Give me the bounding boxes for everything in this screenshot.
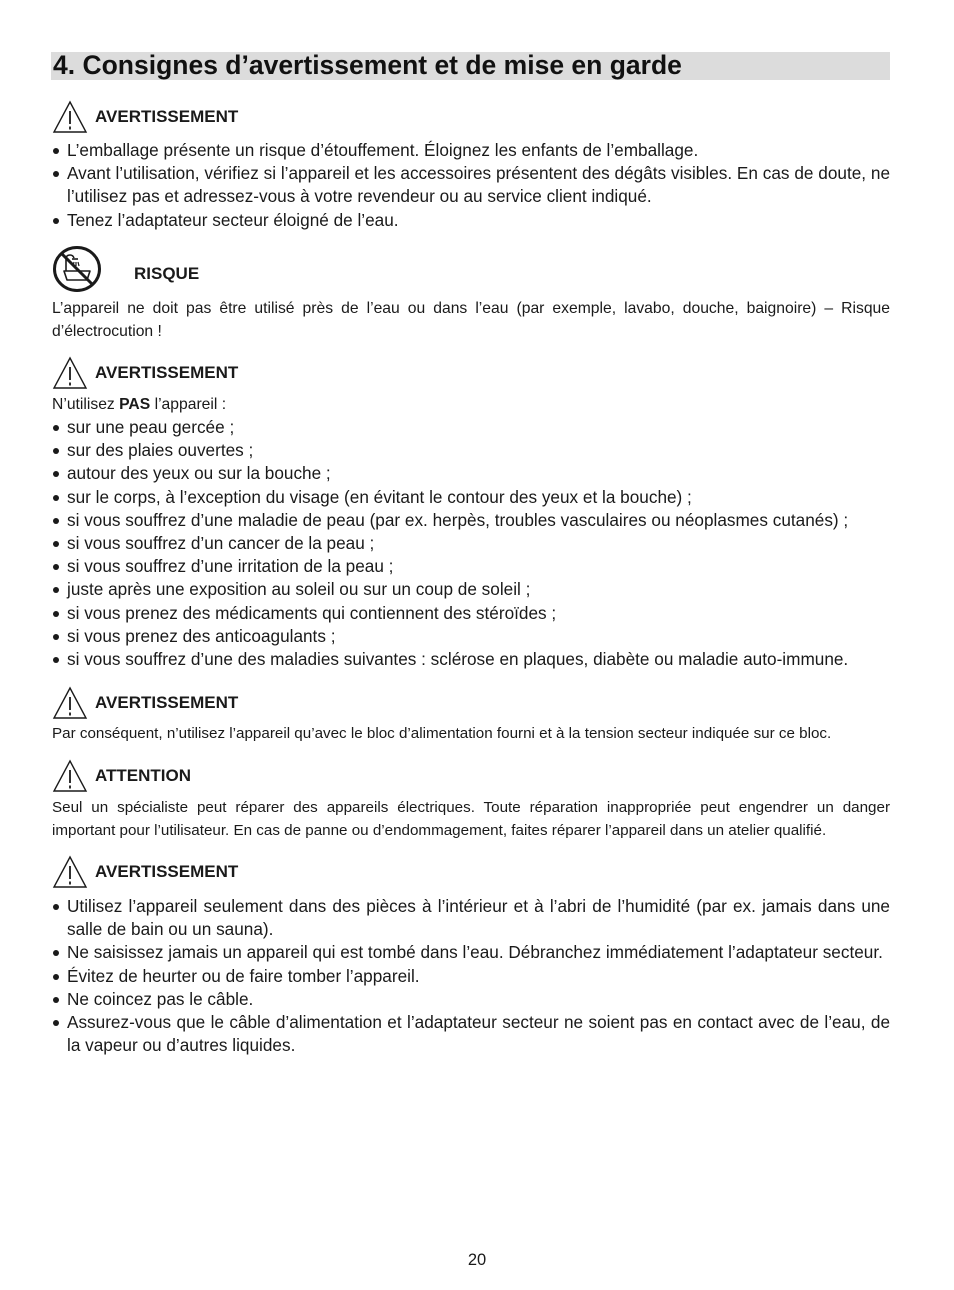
warning-header bbox=[52, 686, 890, 720]
warning-triangle-icon bbox=[52, 759, 88, 793]
list-item: Utilisez l’appareil seulement dans des pièces à l’intérieur et à l’abri de l’humidité (par ex. jamais dans une salle de bain ou un sauna). bbox=[52, 895, 890, 941]
lead-prefix: N’utilisez bbox=[52, 396, 115, 413]
warning-triangle-icon bbox=[52, 686, 88, 720]
attention-header bbox=[52, 759, 890, 793]
warning-text: Par conséquent, n’utilisez l’appareil qu’avec le bloc d’alimentation fourni et à la tension secteur indiquée sur ce bloc. bbox=[52, 725, 832, 742]
warning-label: AVERTISSEMENT bbox=[95, 862, 239, 881]
warning-header bbox=[52, 855, 890, 889]
list-item: Ne saisissez jamais un appareil qui est tombé dans l’eau. Débranchez immédiatement l’adaptateur secteur. bbox=[52, 941, 890, 964]
risk-header bbox=[52, 245, 890, 293]
warning-label: AVERTISSEMENT bbox=[95, 107, 239, 126]
list-item: Évitez de heurter ou de faire tomber l’appareil. bbox=[52, 965, 890, 988]
risk-text: L’appareil ne doit pas être utilisé près de l’eau ou dans l’eau (par exemple, lavabo, douche, baignoire) – Risque d’électrocution ! bbox=[52, 300, 890, 340]
list-item: Assurez-vous que le câble d’alimentation et l’adaptateur secteur ne soient pas en contact avec de l’eau, de la vapeur ou d’autres liquides. bbox=[52, 1011, 890, 1057]
section-title: 4. Consignes d’avertissement et de mise en garde bbox=[53, 50, 682, 80]
lead-suffix: l’appareil : bbox=[154, 396, 227, 413]
list-item: sur des plaies ouvertes ; bbox=[52, 439, 890, 462]
warning-block-packaging bbox=[52, 100, 890, 232]
warning-block-usage bbox=[52, 855, 890, 1057]
warning-triangle-icon bbox=[52, 855, 88, 889]
attention-block-repair bbox=[52, 759, 890, 842]
list-item: juste après une exposition au soleil ou sur un coup de soleil ; bbox=[52, 578, 890, 601]
no-water-bath-icon bbox=[52, 245, 102, 293]
list-item: L’emballage présente un risque d’étouffement. Éloignez les enfants de l’emballage. bbox=[52, 139, 890, 162]
list-item: sur une peau gercée ; bbox=[52, 416, 890, 439]
warning-header bbox=[52, 356, 890, 390]
warning-header bbox=[52, 100, 890, 134]
attention-label: ATTENTION bbox=[95, 766, 192, 785]
warning-label: AVERTISSEMENT bbox=[95, 693, 239, 712]
list-item: si vous prenez des médicaments qui contiennent des stéroïdes ; bbox=[52, 602, 890, 625]
warning-block-power-supply bbox=[52, 686, 890, 746]
risk-label: RISQUE bbox=[134, 264, 200, 283]
warning-bullet-list bbox=[52, 139, 890, 232]
list-item: Ne coincez pas le câble. bbox=[52, 988, 890, 1011]
list-item: autour des yeux ou sur la bouche ; bbox=[52, 462, 890, 485]
list-item: sur le corps, à l’exception du visage (en évitant le contour des yeux et la bouche) ; bbox=[52, 486, 890, 509]
list-item: si vous souffrez d’une maladie de peau (par ex. herpès, troubles vasculaires ou néoplasmes cutanés) ; bbox=[52, 509, 890, 532]
list-item: si vous prenez des anticoagulants ; bbox=[52, 625, 890, 648]
lead-emphasis: PAS bbox=[119, 396, 151, 413]
list-item: Tenez l’adaptateur secteur éloigné de l’eau. bbox=[52, 209, 890, 232]
list-item: si vous souffrez d’un cancer de la peau ; bbox=[52, 532, 890, 555]
warning-block-contraindications bbox=[52, 356, 890, 671]
list-item: si vous souffrez d’une irritation de la peau ; bbox=[52, 555, 890, 578]
warning-lead bbox=[52, 394, 890, 416]
warning-bullet-list bbox=[52, 895, 890, 1057]
warning-label: AVERTISSEMENT bbox=[95, 363, 239, 382]
page-number: 20 bbox=[467, 1251, 487, 1269]
warning-triangle-icon bbox=[52, 356, 88, 390]
list-item: Avant l’utilisation, vérifiez si l’appareil et les accessoires présentent des dégâts visibles. En cas de doute, ne l’utilisez pas et adressez-vous à votre revendeur ou au service client indiqué. bbox=[52, 162, 890, 208]
attention-text: Seul un spécialiste peut réparer des appareils électriques. Toute réparation inappropriée peut engendrer un danger important pour l’utilisateur. En cas de panne ou d’endommagement, faites réparer l’appareil dans un atelier qualifié. bbox=[52, 799, 890, 839]
warning-triangle-icon bbox=[52, 100, 88, 134]
list-item: si vous souffrez d’une des maladies suivantes : sclérose en plaques, diabète ou maladie auto-immune. bbox=[52, 648, 890, 671]
risk-block-water bbox=[52, 245, 890, 343]
warning-bullet-list bbox=[52, 416, 890, 671]
